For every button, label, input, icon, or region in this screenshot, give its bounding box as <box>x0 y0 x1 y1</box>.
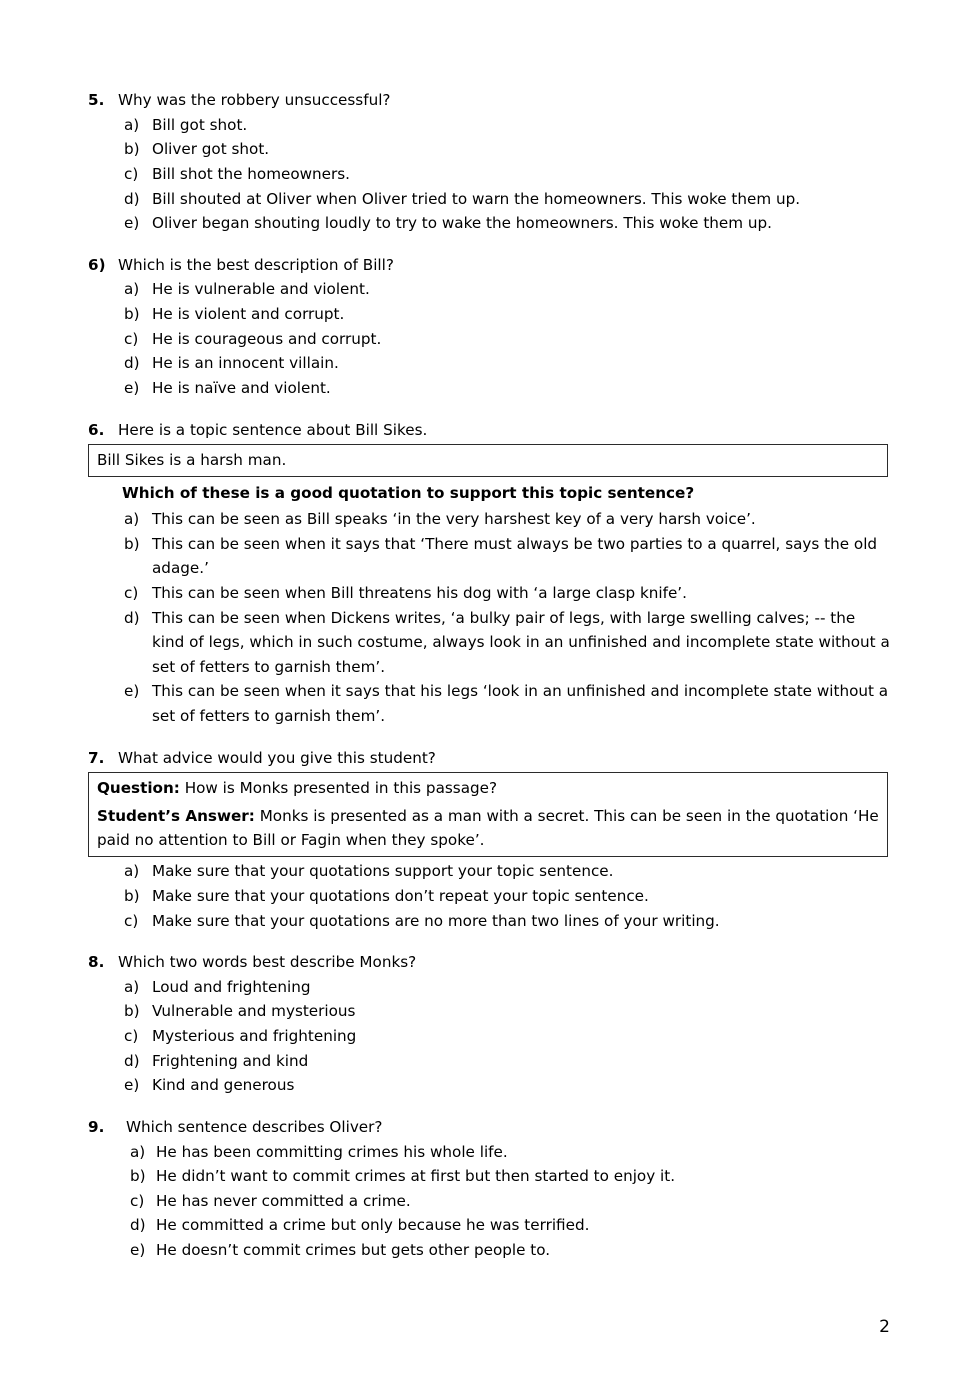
option-item[interactable] <box>88 884 890 909</box>
question-prompt: Which sentence describes Oliver? <box>126 1117 383 1136</box>
option-letter: d) <box>130 1216 146 1235</box>
option-item[interactable] <box>88 909 890 934</box>
option-item[interactable] <box>88 162 890 187</box>
option-letter: c) <box>124 1027 139 1045</box>
option-item[interactable] <box>88 999 890 1024</box>
option-text: Oliver began shouting loudly to try to wake the homeowners. This woke them up. <box>152 214 772 233</box>
option-text: Loud and frightening <box>152 977 311 996</box>
option-letter: b) <box>124 305 140 323</box>
option-text: He is an innocent villain. <box>152 354 339 373</box>
option-list <box>88 277 890 400</box>
option-letter: c) <box>124 583 139 602</box>
option-text: This can be seen when Bill threatens his dog with ‘a large clasp knife’. <box>152 583 687 602</box>
option-item[interactable] <box>88 327 890 352</box>
option-list <box>88 859 890 933</box>
option-text: He has never committed a crime. <box>156 1191 411 1210</box>
option-letter: b) <box>124 886 140 905</box>
option-letter: a) <box>124 510 140 529</box>
question-block-6-paren <box>88 253 890 401</box>
option-letter: c) <box>124 329 139 348</box>
question-block-7 <box>88 746 890 933</box>
option-letter: b) <box>124 1002 140 1021</box>
box-answer-line <box>97 804 879 853</box>
option-item[interactable] <box>88 679 890 728</box>
question-body: How is Monks presented in this passage? <box>184 779 498 798</box>
option-text: Frightening and kind <box>152 1051 309 1070</box>
option-item[interactable] <box>88 1140 890 1165</box>
page-content <box>88 88 890 1280</box>
option-text: He didn’t want to commit crimes at first but then started to enjoy it. <box>156 1167 676 1186</box>
option-letter: c) <box>124 164 139 183</box>
option-item[interactable] <box>88 211 890 236</box>
option-text: Bill shouted at Oliver when Oliver tried to warn the homeowners. This woke them up. <box>152 189 801 208</box>
question-heading <box>88 88 890 113</box>
question-number: 5. <box>88 91 105 109</box>
question-heading <box>88 746 890 771</box>
option-text: He is vulnerable and violent. <box>152 280 370 299</box>
option-item[interactable] <box>88 1164 890 1189</box>
option-text: He is courageous and corrupt. <box>152 329 382 348</box>
question-heading <box>88 1115 890 1140</box>
option-text: Make sure that your quotations support your topic sentence. <box>152 862 614 881</box>
question-number: 9. <box>88 1117 105 1136</box>
option-letter: d) <box>124 608 140 627</box>
option-letter: c) <box>130 1191 145 1210</box>
page-number: 2 <box>879 1317 890 1337</box>
option-item[interactable] <box>88 351 890 376</box>
option-letter: e) <box>124 214 140 233</box>
option-text: Kind and generous <box>152 1076 295 1095</box>
option-text: He is violent and corrupt. <box>152 305 345 323</box>
option-item[interactable] <box>88 1024 890 1049</box>
question-block-5 <box>88 88 890 236</box>
option-item[interactable] <box>88 1238 890 1263</box>
option-letter: a) <box>124 977 140 996</box>
question-block-6 <box>88 418 890 729</box>
option-item[interactable] <box>88 606 890 680</box>
option-item[interactable] <box>88 1189 890 1214</box>
question-label: Question: <box>97 779 180 798</box>
option-letter: d) <box>124 1051 140 1070</box>
option-letter: b) <box>124 140 140 159</box>
question-block-8 <box>88 950 890 1098</box>
option-text: Make sure that your quotations don’t repeat your topic sentence. <box>152 886 649 905</box>
option-letter: b) <box>124 534 140 553</box>
question-number: 7. <box>88 748 105 767</box>
option-letter: e) <box>130 1241 146 1259</box>
option-list <box>88 975 890 1098</box>
option-item[interactable] <box>88 1049 890 1074</box>
option-item[interactable] <box>88 1213 890 1238</box>
question-number: 6) <box>88 255 106 274</box>
option-list <box>88 1140 890 1263</box>
option-text: Bill shot the homeowners. <box>152 164 350 183</box>
answer-label: Student’s Answer: <box>97 806 255 825</box>
answer-body: Monks is presented as a man with a secret. This can be seen in the quotation ‘He paid no attention to Bill or Fagin when they spoke’. <box>97 806 879 849</box>
option-text: Make sure that your quotations are no more than two lines of your writing. <box>152 911 720 930</box>
option-letter: e) <box>124 378 140 397</box>
option-text: Bill got shot. <box>152 115 248 134</box>
question-prompt: Which two words best describe Monks? <box>118 953 417 972</box>
option-item[interactable] <box>88 187 890 212</box>
option-item[interactable] <box>88 113 890 138</box>
question-prompt: Which is the best description of Bill? <box>118 255 394 274</box>
box-question-line <box>97 776 879 800</box>
option-text: He is naïve and violent. <box>152 378 331 397</box>
question-heading <box>88 418 890 443</box>
option-text: He committed a crime but only because he was terrified. <box>156 1216 590 1235</box>
option-item[interactable] <box>88 859 890 884</box>
option-text: This can be seen when it says that his legs ‘look in an unfinished and incomplete state without a set of fetters to garnish them’. <box>152 682 889 726</box>
option-letter: d) <box>124 189 140 208</box>
option-text: This can be seen when Dickens writes, ‘a bulky pair of legs, with large swelling calves; -- the kind of legs, which in such costume, always look in an unfinished and incomplete state without a set of fetters to garnish them’. <box>152 608 890 676</box>
option-letter: a) <box>124 862 140 881</box>
option-item[interactable] <box>88 302 890 327</box>
topic-sentence-text: Bill Sikes is a harsh man. <box>97 451 287 470</box>
option-text: Vulnerable and mysterious <box>152 1002 356 1021</box>
option-item[interactable] <box>88 581 890 606</box>
student-answer-box <box>88 772 888 857</box>
question-block-9 <box>88 1115 890 1263</box>
option-letter: b) <box>130 1167 146 1186</box>
option-letter: e) <box>124 682 140 701</box>
option-text: He has been committing crimes his whole life. <box>156 1142 508 1161</box>
option-text: This can be seen as Bill speaks ‘in the very harshest key of a very harsh voice’. <box>152 510 756 529</box>
option-item[interactable] <box>88 507 890 532</box>
option-list <box>88 113 890 236</box>
option-item[interactable] <box>88 277 890 302</box>
option-text: He doesn’t commit crimes but gets other people to. <box>156 1241 551 1259</box>
option-letter: c) <box>124 911 139 930</box>
option-list <box>88 507 890 729</box>
option-letter: a) <box>130 1142 146 1161</box>
question-subprompt: Which of these is a good quotation to support this topic sentence? <box>122 484 695 503</box>
option-letter: a) <box>124 280 140 299</box>
option-letter: d) <box>124 354 140 373</box>
topic-sentence-box <box>88 444 888 477</box>
option-letter: e) <box>124 1076 140 1095</box>
option-text: This can be seen when it says that ‘There must always be two parties to a quarrel, says the old adage.’ <box>152 534 878 578</box>
option-item[interactable] <box>88 532 890 581</box>
question-heading <box>88 950 890 975</box>
question-prompt: What advice would you give this student? <box>118 748 436 767</box>
option-item[interactable] <box>88 1073 890 1098</box>
question-number: 6. <box>88 420 105 439</box>
option-item[interactable] <box>88 975 890 1000</box>
option-item[interactable] <box>88 137 890 162</box>
option-item[interactable] <box>88 376 890 401</box>
question-prompt: Why was the robbery unsuccessful? <box>118 91 391 109</box>
option-text: Mysterious and frightening <box>152 1027 357 1045</box>
question-number: 8. <box>88 953 105 972</box>
question-heading <box>88 253 890 278</box>
question-prompt: Here is a topic sentence about Bill Sikes. <box>118 420 428 439</box>
option-letter: a) <box>124 115 140 134</box>
option-text: Oliver got shot. <box>152 140 270 159</box>
